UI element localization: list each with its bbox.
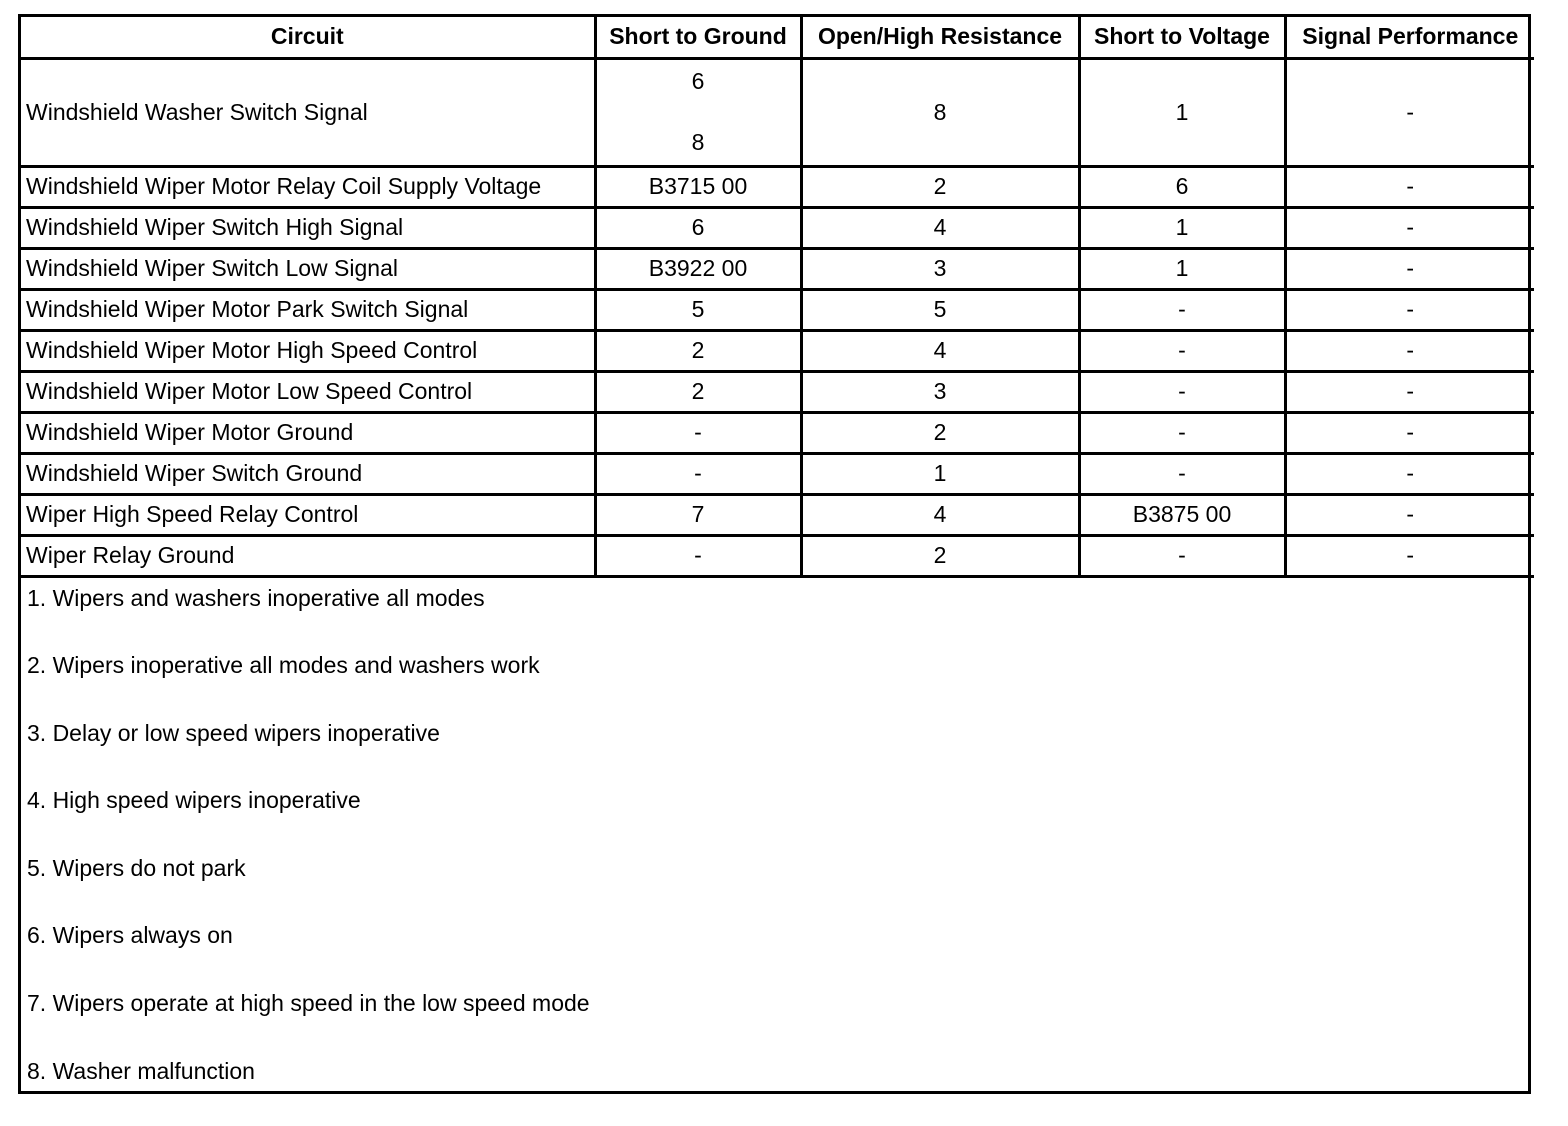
circuit-fault-table xyxy=(21,17,1534,578)
note-item: 5. Wipers do not park xyxy=(27,856,1522,924)
note-item: 8. Washer malfunction xyxy=(27,1059,1522,1126)
short-to-voltage-cell: - xyxy=(1079,289,1285,330)
open-high-resistance-cell: 2 xyxy=(801,166,1079,207)
table-row xyxy=(21,248,1534,289)
circuit-name: Wiper Relay Ground xyxy=(21,535,595,576)
signal-performance-cell: - xyxy=(1285,535,1534,576)
note-item: 7. Wipers operate at high speed in the low speed mode xyxy=(27,991,1522,1059)
short-to-ground-cell: B3922 00 xyxy=(595,248,801,289)
short-to-voltage-cell: - xyxy=(1079,453,1285,494)
signal-performance-cell: - xyxy=(1285,58,1534,166)
table-row xyxy=(21,58,1534,166)
table-row xyxy=(21,289,1534,330)
short-to-ground-cell: 7 xyxy=(595,494,801,535)
header-circuit: Circuit xyxy=(21,17,595,58)
short-to-ground-value: 6 xyxy=(692,68,705,95)
circuit-name: Windshield Wiper Switch Ground xyxy=(21,453,595,494)
signal-performance-cell: - xyxy=(1285,494,1534,535)
short-to-ground-cell: B3715 00 xyxy=(595,166,801,207)
signal-performance-cell: - xyxy=(1285,289,1534,330)
circuit-name: Windshield Wiper Motor Park Switch Signal xyxy=(21,289,595,330)
short-to-ground-cell: 2 xyxy=(595,371,801,412)
header-open-high-resistance: Open/High Resistance xyxy=(801,17,1079,58)
open-high-resistance-cell: 4 xyxy=(801,330,1079,371)
circuit-name: Windshield Wiper Switch Low Signal xyxy=(21,248,595,289)
open-high-resistance-cell: 4 xyxy=(801,207,1079,248)
short-to-voltage-cell: 6 xyxy=(1079,166,1285,207)
open-high-resistance-cell: 2 xyxy=(801,535,1079,576)
table-row xyxy=(21,535,1534,576)
signal-performance-cell: - xyxy=(1285,166,1534,207)
signal-performance-cell: - xyxy=(1285,330,1534,371)
signal-performance-cell: - xyxy=(1285,453,1534,494)
signal-performance-cell: - xyxy=(1285,207,1534,248)
table-row xyxy=(21,166,1534,207)
short-to-voltage-cell: - xyxy=(1079,535,1285,576)
short-to-voltage-cell: - xyxy=(1079,371,1285,412)
open-high-resistance-cell: 2 xyxy=(801,412,1079,453)
short-to-voltage-cell: 1 xyxy=(1079,207,1285,248)
symptom-notes xyxy=(21,578,1528,1126)
circuit-name: Windshield Wiper Motor Low Speed Control xyxy=(21,371,595,412)
table-row xyxy=(21,453,1534,494)
table-row xyxy=(21,494,1534,535)
short-to-voltage-cell: - xyxy=(1079,412,1285,453)
signal-performance-cell: - xyxy=(1285,248,1534,289)
header-short-to-voltage: Short to Voltage xyxy=(1079,17,1285,58)
circuit-name: Windshield Wiper Switch High Signal xyxy=(21,207,595,248)
note-item: 1. Wipers and washers inoperative all modes xyxy=(27,586,1522,654)
open-high-resistance-cell: 5 xyxy=(801,289,1079,330)
short-to-ground-cell: - xyxy=(595,412,801,453)
table-row xyxy=(21,207,1534,248)
open-high-resistance-cell: 3 xyxy=(801,371,1079,412)
note-item: 4. High speed wipers inoperative xyxy=(27,788,1522,856)
circuit-name: Wiper High Speed Relay Control xyxy=(21,494,595,535)
header-row xyxy=(21,17,1534,58)
short-to-ground-cell: - xyxy=(595,535,801,576)
short-to-ground-cell: 5 xyxy=(595,289,801,330)
short-to-ground-cell: 2 xyxy=(595,330,801,371)
signal-performance-cell: - xyxy=(1285,412,1534,453)
open-high-resistance-cell: 1 xyxy=(801,453,1079,494)
circuit-name: Windshield Wiper Motor High Speed Control xyxy=(21,330,595,371)
short-to-ground-cell xyxy=(595,58,801,166)
open-high-resistance-cell: 4 xyxy=(801,494,1079,535)
note-item: 2. Wipers inoperative all modes and washers work xyxy=(27,653,1522,721)
short-to-voltage-cell: B3875 00 xyxy=(1079,494,1285,535)
short-to-ground-cell: - xyxy=(595,453,801,494)
short-to-ground-cell: 6 xyxy=(595,207,801,248)
short-to-ground-value: 8 xyxy=(692,129,705,156)
short-to-voltage-cell: - xyxy=(1079,330,1285,371)
open-high-resistance-cell: 8 xyxy=(801,58,1079,166)
circuit-name: Windshield Wiper Motor Relay Coil Supply Voltage xyxy=(21,166,595,207)
short-to-voltage-cell: 1 xyxy=(1079,248,1285,289)
signal-performance-cell: - xyxy=(1285,371,1534,412)
circuit-name: Windshield Washer Switch Signal xyxy=(21,58,595,166)
header-short-to-ground: Short to Ground xyxy=(595,17,801,58)
table-row xyxy=(21,330,1534,371)
diagnostic-table-sheet xyxy=(18,14,1531,1094)
open-high-resistance-cell: 3 xyxy=(801,248,1079,289)
note-item: 6. Wipers always on xyxy=(27,923,1522,991)
table-row xyxy=(21,371,1534,412)
circuit-name: Windshield Wiper Motor Ground xyxy=(21,412,595,453)
short-to-voltage-cell: 1 xyxy=(1079,58,1285,166)
note-item: 3. Delay or low speed wipers inoperative xyxy=(27,721,1522,789)
table-row xyxy=(21,412,1534,453)
header-signal-performance: Signal Performance xyxy=(1285,17,1534,58)
